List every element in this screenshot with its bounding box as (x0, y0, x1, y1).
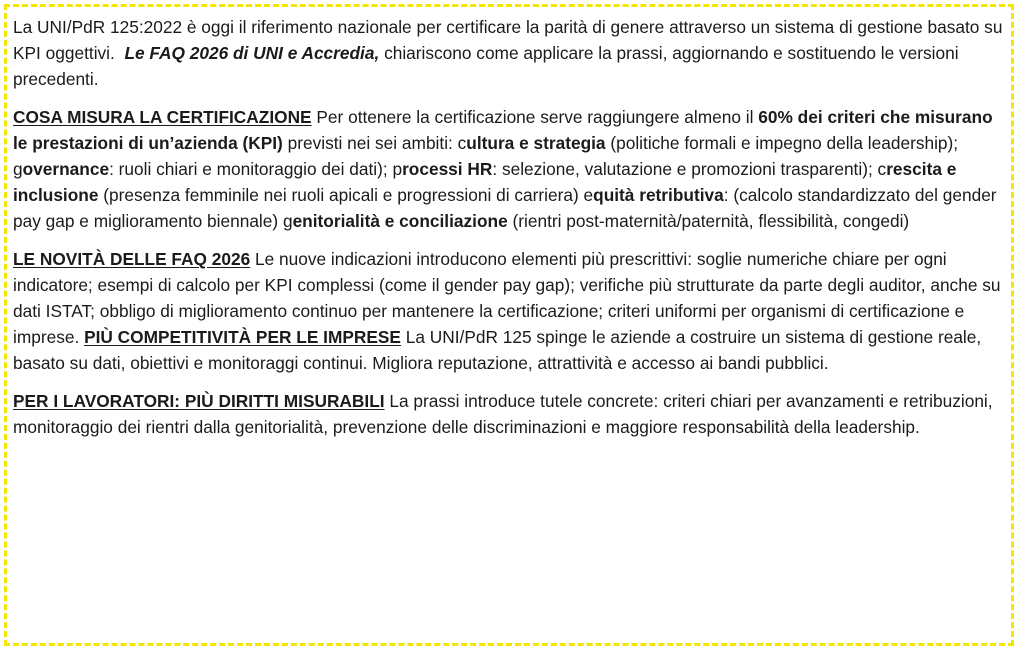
workers-text: La prassi introduce tutele concrete: criteri chiari per avanzamenti e retribuzioni, monitoraggio dei rientri dalla genitorialità, prevenzione delle discriminazioni e maggiore responsabilità della leadership. (13, 391, 993, 437)
measure-text-8: (rientri post-maternità/paternità, flessibilità, congedi) (512, 211, 910, 231)
intro-text-b: chiariscono come applicare la prassi, aggiornando e sostituendo le versioni precedenti. (13, 43, 959, 89)
measure-text-3: (politiche formali e impegno della leadership); g (13, 133, 959, 179)
measure-text-2: previsti nei sei ambiti: c (287, 133, 467, 153)
measure-text-7: : (calcolo standardizzato del gender pay gap e miglioramento biennale) g (13, 185, 997, 231)
intro-text-a: La UNI/PdR 125:2022 è oggi il riferimento nazionale per certificare la parità di genere attraverso un sistema di gestione basato su KPI oggettivi. (13, 17, 1003, 63)
measure-bold-6: quità retributiva (593, 185, 724, 205)
measure-bold-7: enitorialità e conciliazione (292, 211, 508, 231)
faq-reference: Le FAQ 2026 di UNI e Accredia, (124, 43, 380, 63)
intro-paragraph (13, 14, 1008, 92)
measure-bold-1: 60% dei criteri che misurano le prestazioni di un’azienda (KPI) (13, 107, 993, 153)
measure-bold-3: overnance (22, 159, 110, 179)
measure-text-4: : ruoli chiari e monitoraggio dei dati); p (109, 159, 403, 179)
measure-paragraph (13, 104, 1008, 234)
measure-bold-4: rocessi HR (402, 159, 493, 179)
workers-paragraph (13, 388, 1008, 440)
measure-text-5: : selezione, valutazione e promozioni trasparenti); c (492, 159, 887, 179)
measure-text-6: (presenza femminile nei ruoli apicali e progressioni di carriera) e (103, 185, 594, 205)
competitiveness-heading: PIÙ COMPETITIVITÀ PER LE IMPRESE (84, 327, 401, 347)
document-body (13, 14, 1008, 440)
news-heading: LE NOVITÀ DELLE FAQ 2026 (13, 249, 251, 269)
competitiveness-text: La UNI/PdR 125 spinge le aziende a costruire un sistema di gestione reale, basato su dati, obiettivi e monitoraggi continui. Migliora reputazione, attrattività e accesso ai bandi pubblici. (13, 327, 982, 373)
news-text: Le nuove indicazioni introducono elementi più prescrittivi: soglie numeriche chiare per ogni indicatore; esempi di calcolo per KPI complessi (come il gender pay gap); verifiche più strutturate da parte degli auditor, anche su dati ISTAT; obbligo di miglioramento continuo per mantenere la certificazione; criteri uniformi per organismi di certificazione e imprese. (13, 249, 1001, 347)
measure-text-1: Per ottenere la certificazione serve raggiungere almeno il (316, 107, 754, 127)
measure-bold-2: ultura e strategia (466, 133, 606, 153)
measure-heading: COSA MISURA LA CERTIFICAZIONE (13, 107, 312, 127)
measure-bold-5: rescita e inclusione (13, 159, 957, 205)
workers-heading: PER I LAVORATORI: PIÙ DIRITTI MISURABILI (13, 391, 385, 411)
news-paragraph (13, 246, 1008, 376)
